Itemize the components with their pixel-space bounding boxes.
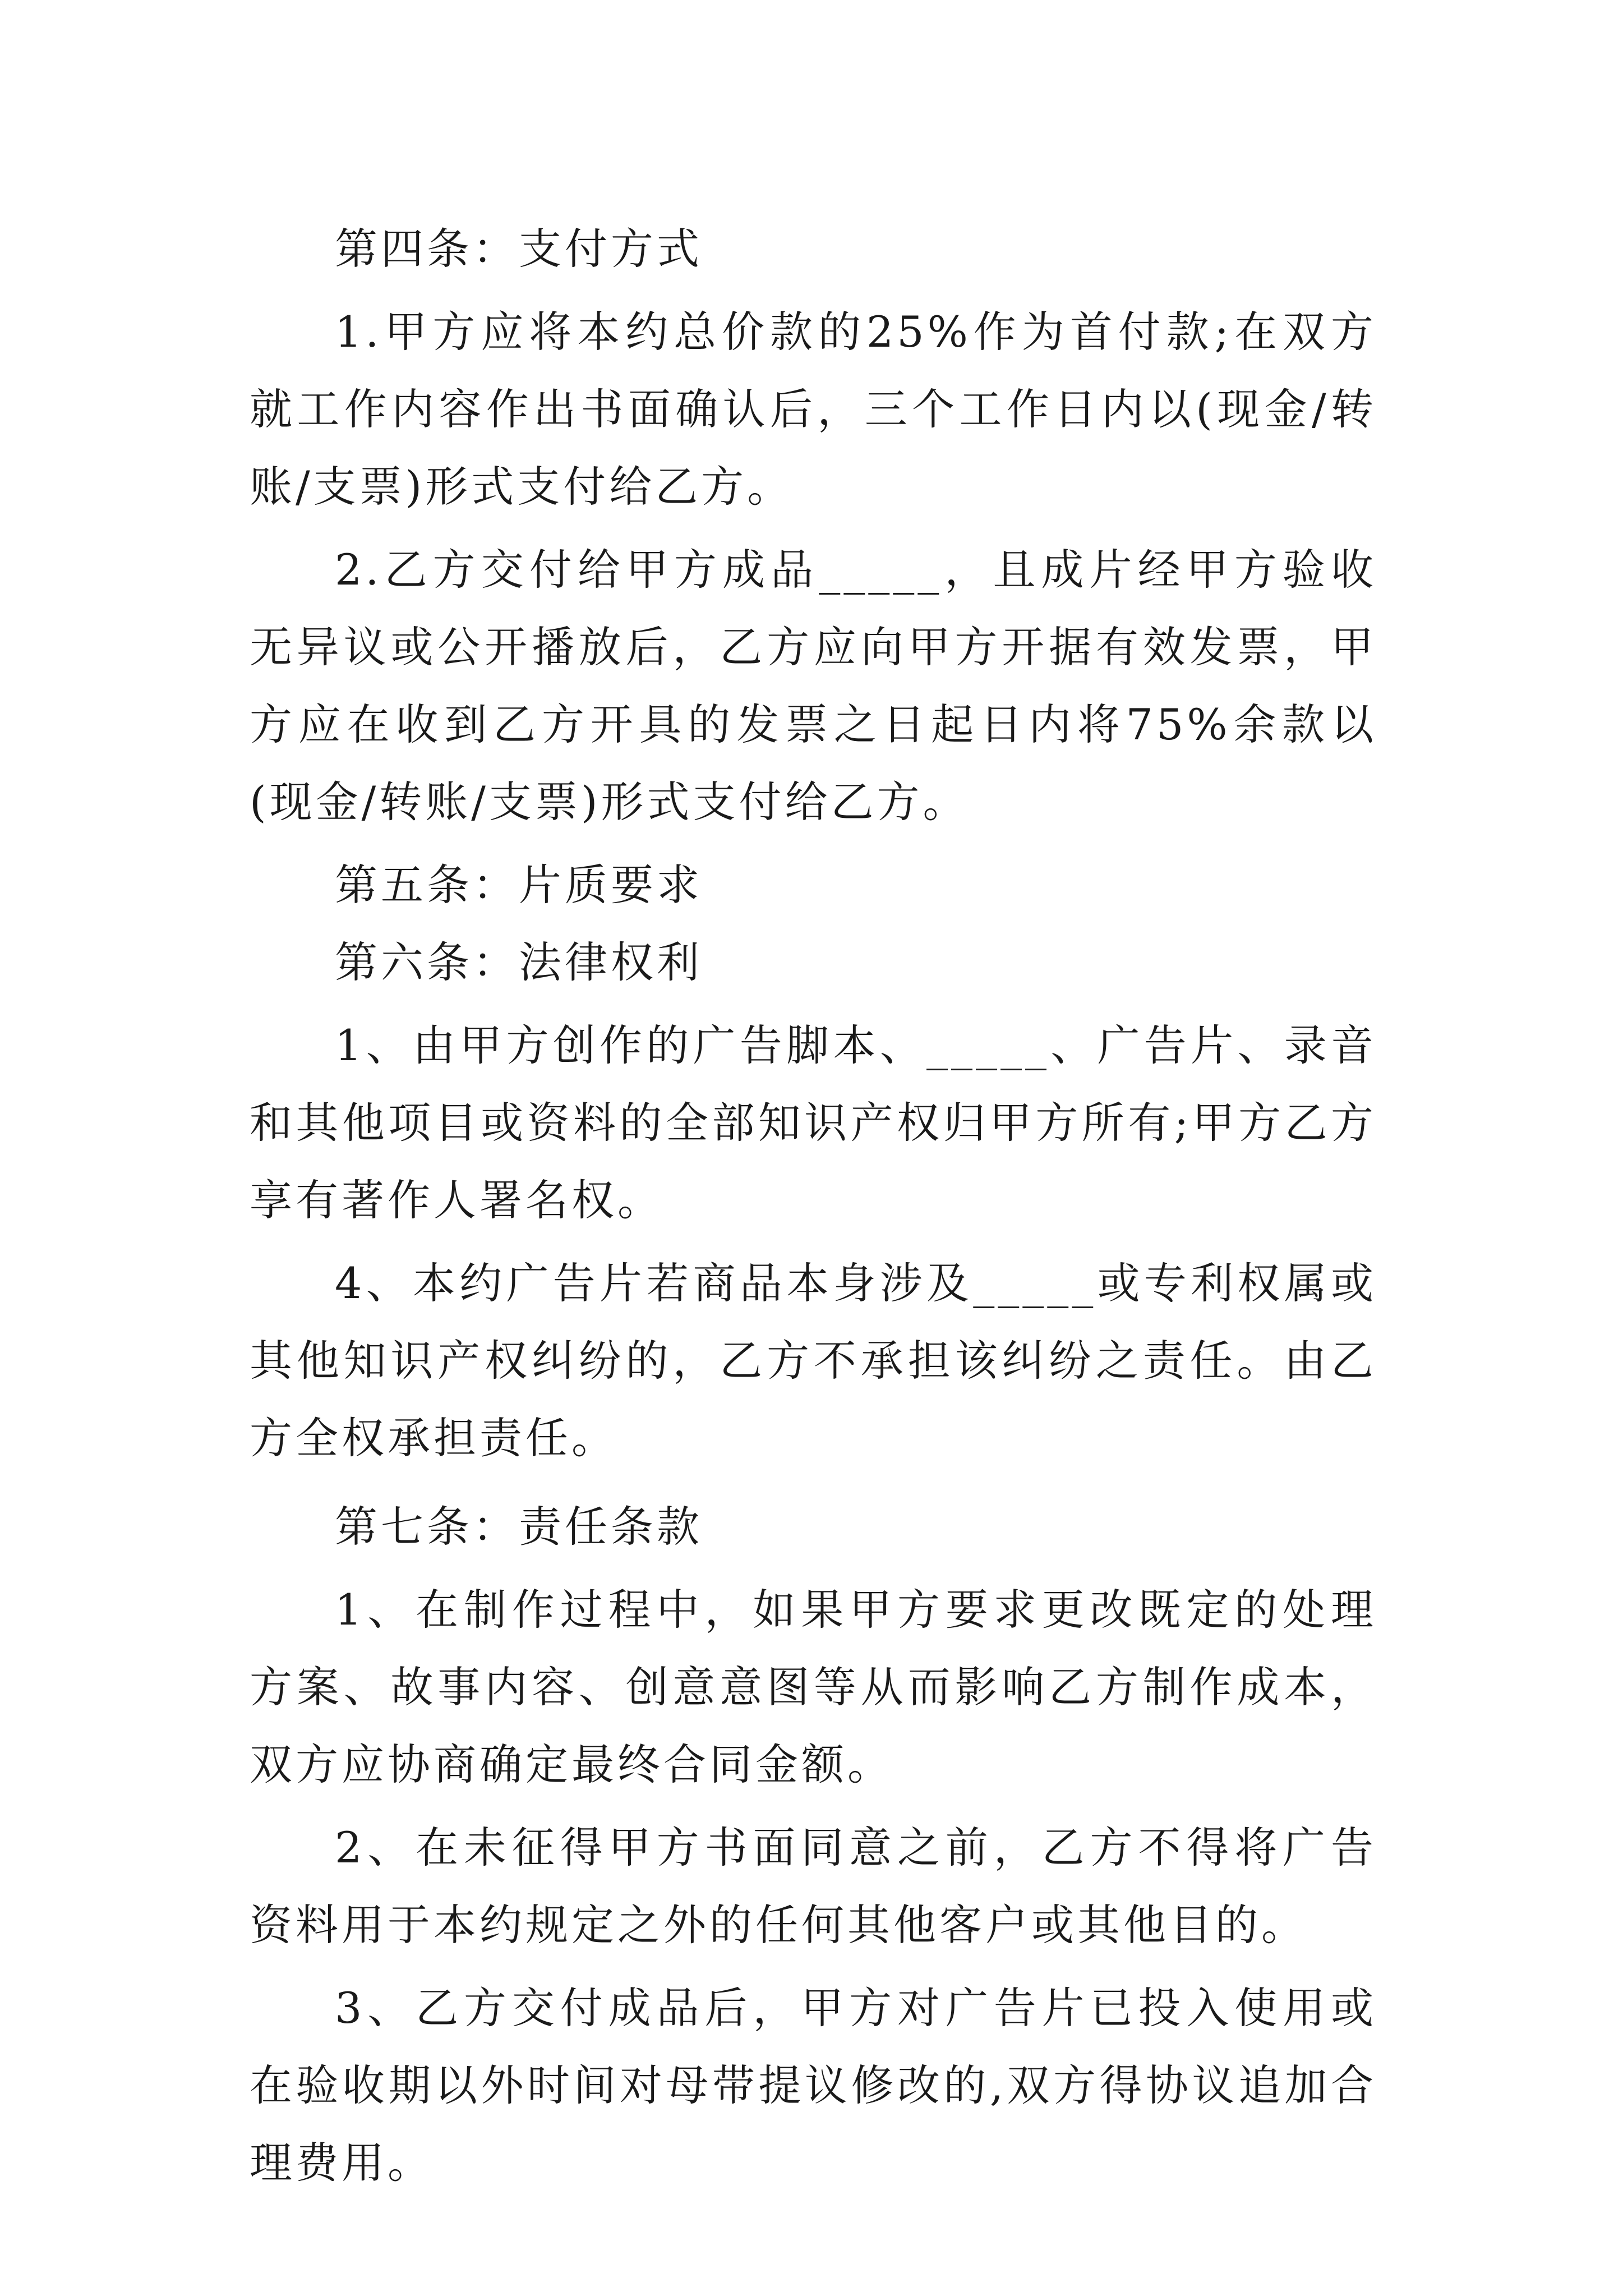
article-4-clause-2: 2.乙方交付给甲方成品_____，且成片经甲方验收无异议或公开播放后，乙方应向甲方开据有效发票，甲方应在收到乙方开具的发票之日起日内将75%余款以(现金/转账/支票)形式支付给乙方。: [250, 545, 1377, 827]
article-5-heading: 第五条：片质要求: [335, 860, 703, 910]
article-7-heading: 第七条：责任条款: [335, 1502, 703, 1552]
document-page: [250, 210, 1377, 2202]
article-4-clause-1: 1.甲方应将本约总价款的25%作为首付款;在双方就工作内容作出书面确认后，三个工作日内以(现金/转账/支票)形式支付给乙方。: [250, 307, 1377, 512]
article-7-clause-2: 2、在未征得甲方书面同意之前，乙方不得将广告资料用于本约规定之外的任何其他客户或其他目的。: [250, 1823, 1377, 1950]
article-6-clause-4: 4、本约广告片若商品本身涉及_____或专利权属或其他知识产权纠纷的，乙方不承担该纠纷之责任。由乙方全权承担责任。: [250, 1258, 1377, 1463]
article-6-heading: 第六条：法律权利: [335, 937, 703, 987]
article-6-clause-1: 1、由甲方创作的广告脚本、_____、广告片、录音和其他项目或资料的全部知识产权归甲方所有;甲方乙方享有著作人署名权。: [250, 1020, 1377, 1225]
article-7-clause-3: 3、乙方交付成品后，甲方对广告片已投入使用或在验收期以外时间对母带提议修改的,双方得协议追加合理费用。: [250, 1983, 1377, 2188]
article-4-heading: 第四条：支付方式: [335, 224, 703, 274]
article-7-clause-1: 1、在制作过程中，如果甲方要求更改既定的处理方案、故事内容、创意意图等从而影响乙方制作成本，双方应协商确定最终合同金额。: [250, 1585, 1377, 1789]
